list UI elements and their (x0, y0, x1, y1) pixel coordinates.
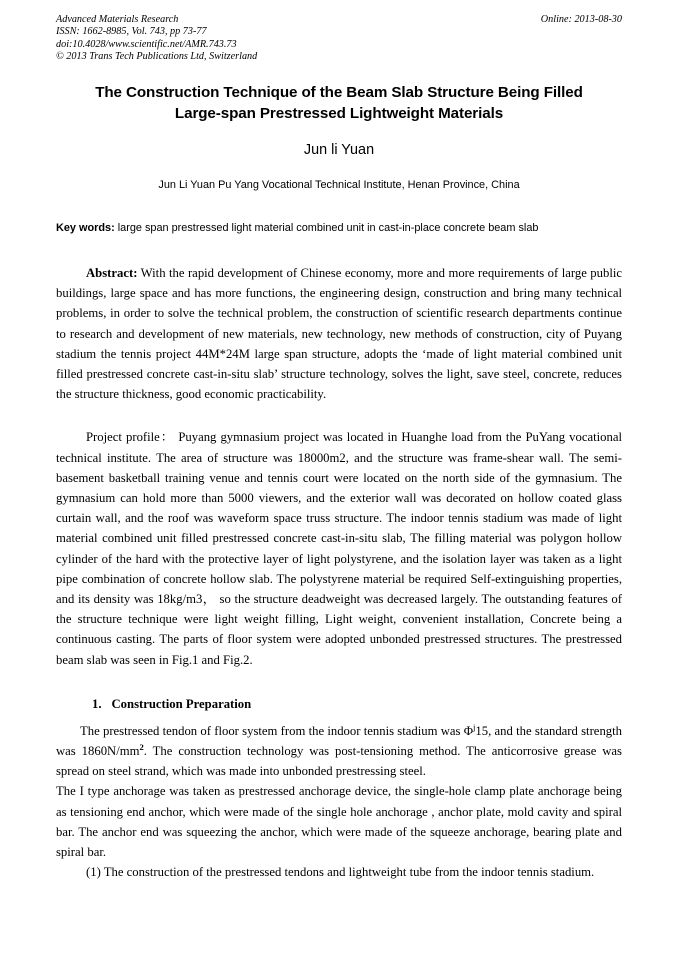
keywords-label: Key words: (56, 222, 115, 234)
author-affiliation: Jun Li Yuan Pu Yang Vocational Technical Institute, Henan Province, China (158, 179, 520, 191)
phi-superscript-j: j (473, 721, 476, 732)
online-publication-date: Online: 2013-08-30 (540, 14, 622, 25)
section-number-1: 1. (92, 696, 102, 711)
section-title-1: Construction Preparation (111, 696, 252, 711)
page-title-line-2: Large-span Prestressed Lightweight Materials (174, 105, 504, 122)
abstract-label: Abstract: (86, 266, 138, 280)
square-superscript-2: 2 (139, 741, 144, 752)
preparation-text-part-1: The prestressed tendon of floor system from the indoor tennis stadium was Φ (80, 723, 474, 738)
abstract-paragraph (56, 263, 622, 404)
preparation-text-part-2: 15, and the standard strength was 1860N/mm (56, 723, 622, 759)
page-title-line-1: The Construction Technique of the Beam Slab Structure Being Filled (95, 84, 583, 101)
preparation-paragraph (56, 721, 622, 782)
keywords-block (56, 219, 622, 238)
section-heading-1 (56, 694, 622, 714)
preparation-text-part-3: . The construction technology was post-tensioning method. The anticorrosive grease was spread on steel strand, which was made into unbonded prestressing steel. (56, 744, 622, 779)
journal-header-left (56, 14, 486, 64)
author-name: Jun li Yuan (303, 142, 375, 158)
journal-header (56, 14, 622, 66)
page-title (62, 82, 616, 124)
keywords-text: large span prestressed light material combined unit in cast-in-place concrete beam slab (114, 222, 539, 234)
journal-name: Advanced Materials Research (56, 14, 179, 25)
numbered-item-1-paragraph: (1) The construction of the prestressed tendons and lightweight tube from the indoor tennis stadium. (86, 865, 595, 880)
project-profile-paragraph: Project profile： Puyang gymnasium project was located in Huanghe load from the PuYang vocational technical institute. The area of structure was 18000m2, and the structure was frame-shear wall. The semi-basement basketball training venue and tennis court were located on the north side of the gymnasium. The gymnasium can hold more than 5000 viewers, and the exterior wall was decorated on hollow coated glass curtain wall, and the roof was waveform space truss structure. The indoor tennis stadium was made of light material combined unit filled prestressed concrete cast-in-situ slab, The filling material was polygon hollow cylinder of the hard with the protective layer of light polystyrene, and the isolation layer was taken as a light pipe combination of concrete hollow slab. The polystyrene material be required Self-extinguishing properties, and its density was 18kg/m3， so the structure deadweight was decreased largely. The outstanding features of the structure technique were light weight filling, Light weight, convenient installation, Concrete being a continuous casting. The parts of floor system were adopted unbonded prestressed structures. The prestressed beam slab was seen in Fig.1 and Fig.2. (56, 430, 622, 667)
abstract-text: With the rapid development of Chinese economy, more and more requirements of large public buildings, large space and has more functions, the engineering design, construction and bring many technical problems, in order to solve the technical problem, the construction of scientific research departments continue to research and development of new materials, new technology, new methods of construction, city of Puyang stadium the tennis project 44M*24M large span structure, adopts the ‘made of light material combined unit filled prestressed concrete cast-in-situ slab’ structure technology, solves the light, save steel, concrete, reduces the structure thickness, good economic practicability. (56, 266, 622, 402)
journal-issn-volume: ISSN: 1662-8985, Vol. 743, pp 73-77 (56, 26, 207, 38)
journal-copyright: © 2013 Trans Tech Publications Ltd, Switzerland (56, 51, 258, 63)
journal-doi: doi:10.4028/www.scientific.net/AMR.743.73 (56, 38, 237, 50)
anchorage-paragraph: The I type anchorage was taken as prestressed anchorage device, the single-hole clamp plate anchorage being as tensioning end anchor, which were made of the single hole anchorage , anchor plate, mold cavity and spiral bar. The anchor end was squeezing the anchor, which were made of the squeeze anchorage, bearing plate and spiral bar. (56, 784, 622, 860)
